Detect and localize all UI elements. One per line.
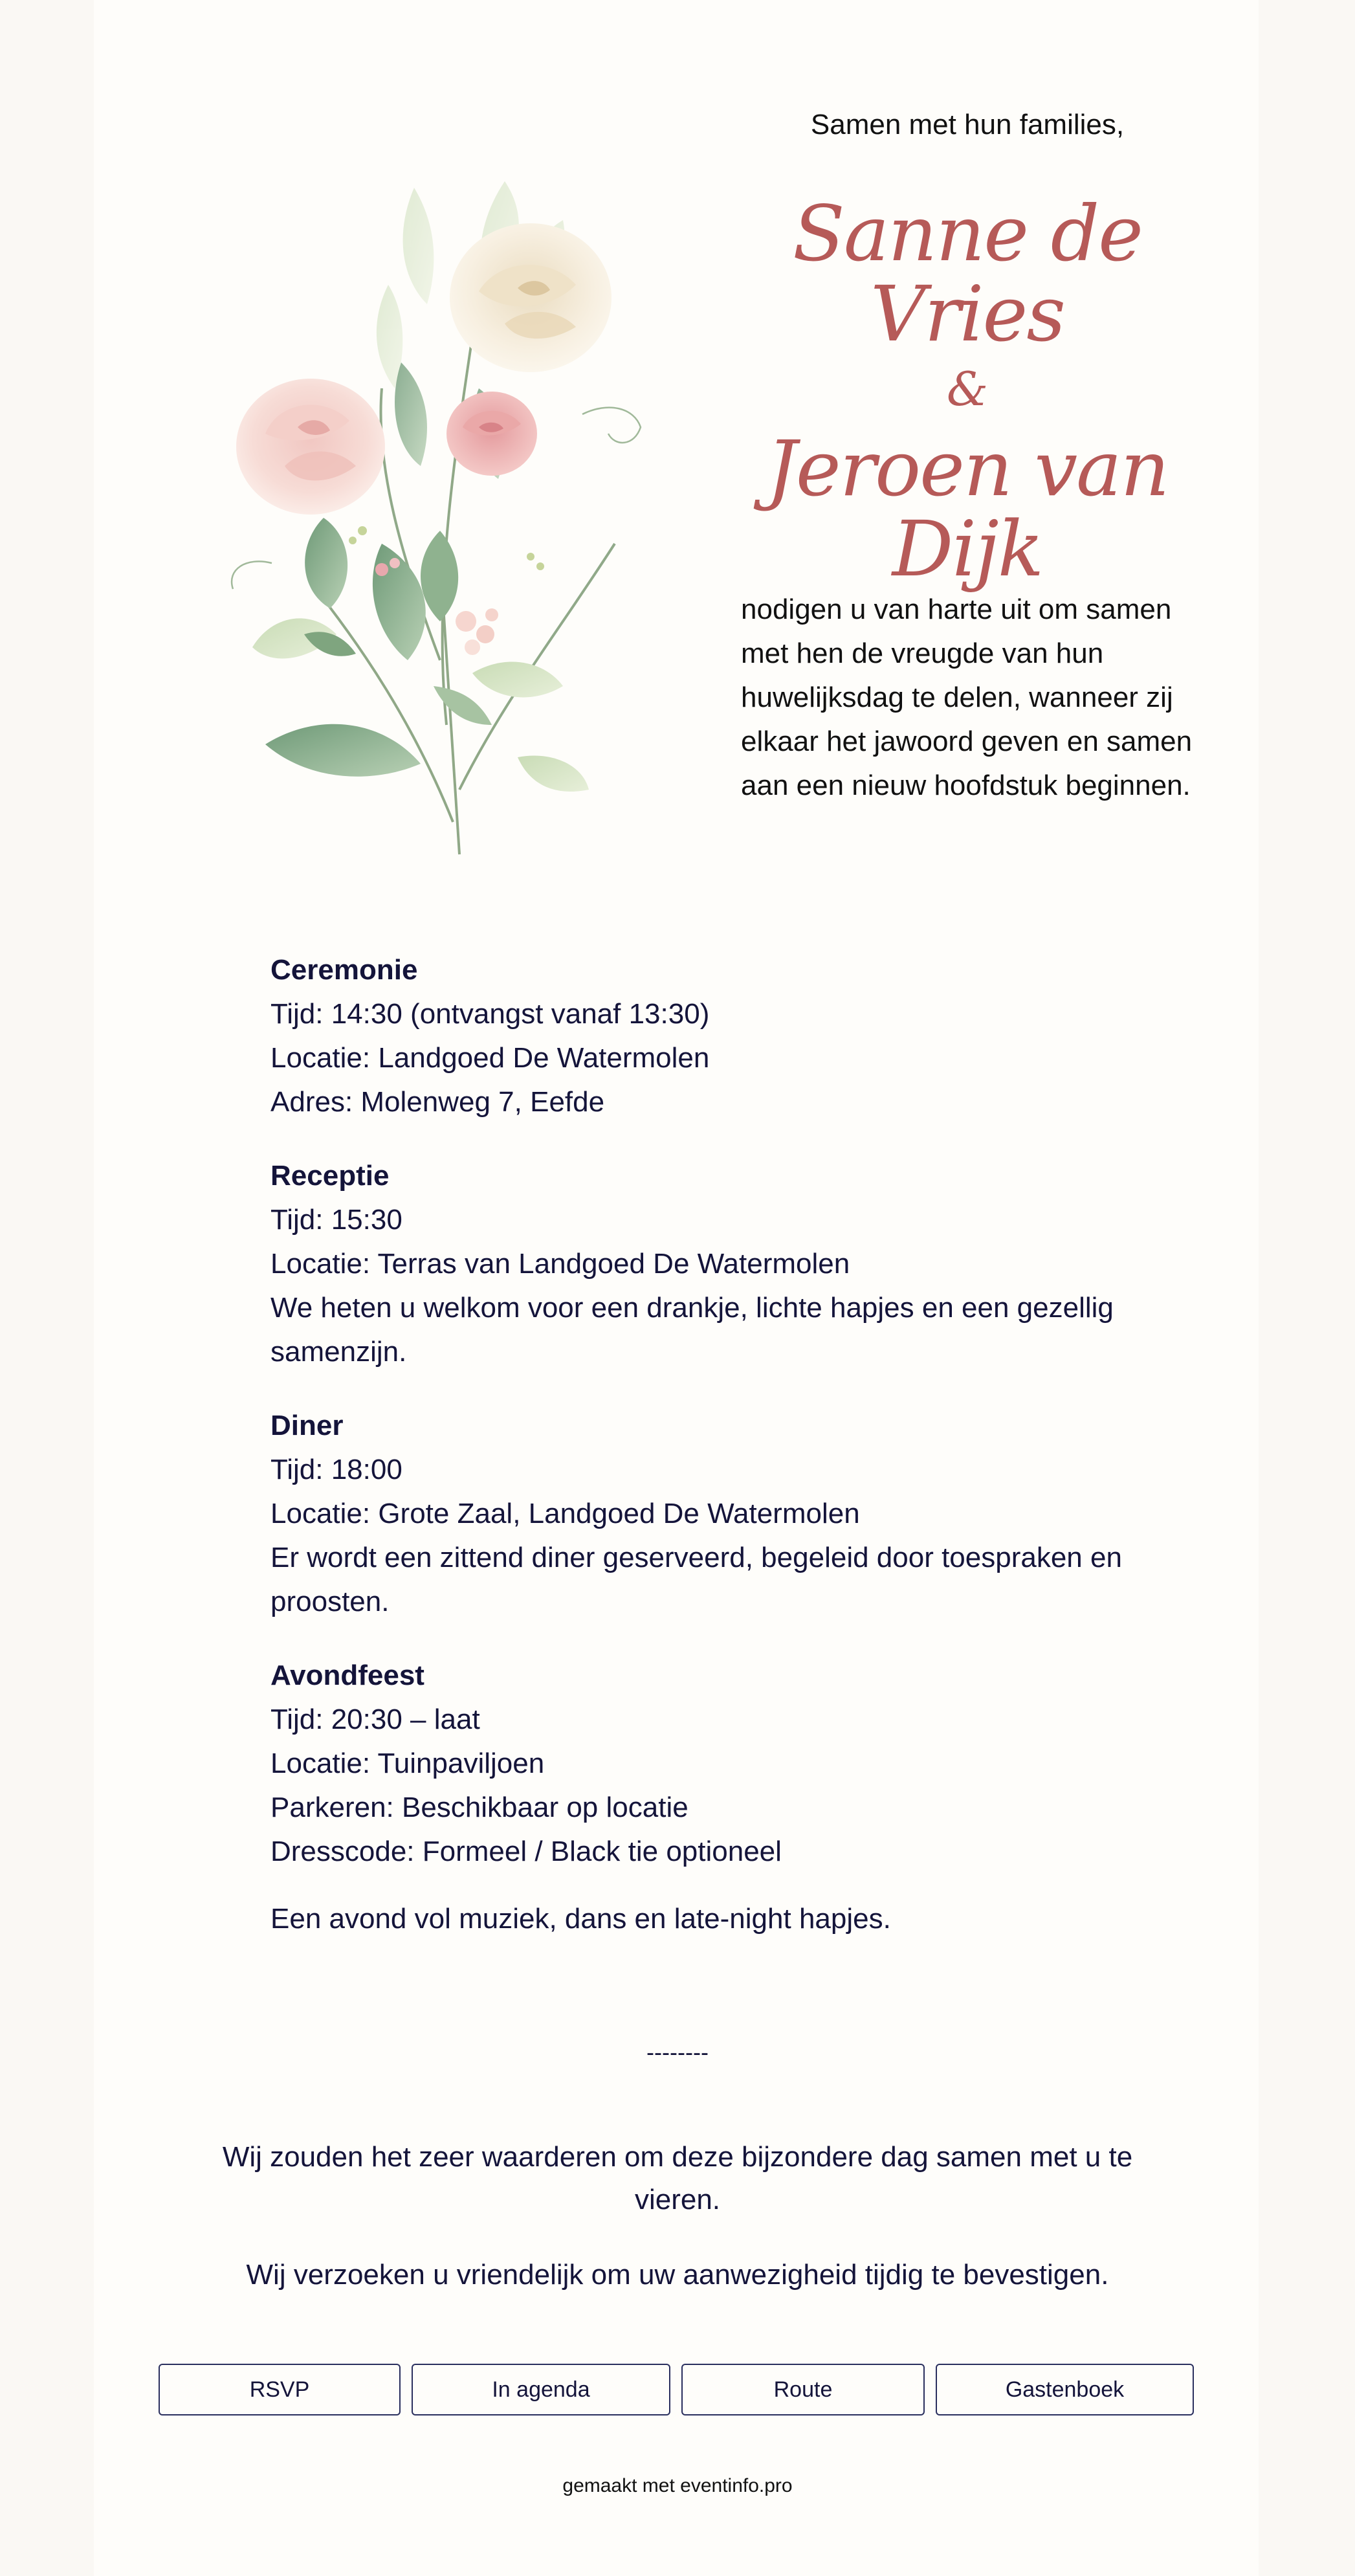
program-section-diner bbox=[270, 1404, 1144, 1624]
closing-line-2: Wij verzoeken u vriendelijk om uw aanwezigheid tijdig te bevestigen. bbox=[246, 2259, 1109, 2291]
event-program bbox=[270, 948, 1144, 1941]
groom-name: Jeroen van Dijk bbox=[766, 423, 1169, 594]
section-line: We heten u welkom voor een drankje, lichte hapjes en een gezellig samenzijn. bbox=[270, 1292, 1114, 1368]
program-closing-line: Een avond vol muziek, dans en late-night hapjes. bbox=[270, 1903, 891, 1935]
rose-bouquet-illustration bbox=[168, 142, 673, 874]
section-line: Dresscode: Formeel / Black tie optioneel bbox=[270, 1836, 782, 1867]
intro-text: Samen met hun families, bbox=[810, 109, 1125, 140]
section-line: Locatie: Landgoed De Watermolen bbox=[270, 1042, 710, 1074]
program-section-ceremonie bbox=[270, 948, 1144, 1124]
section-line: Locatie: Tuinpaviljoen bbox=[270, 1748, 545, 1779]
invitation-message: nodigen u van harte uit om samen met hen de vreugde van hun huwelijksdag te delen, wanneer zij elkaar het jawoord geven en samen aan een nieuw hoofdstuk beginnen. bbox=[741, 594, 1193, 801]
section-title: Ceremonie bbox=[270, 954, 418, 986]
section-title: Diner bbox=[270, 1410, 344, 1441]
closing-message bbox=[188, 2136, 1167, 2329]
section-line: Adres: Molenweg 7, Eefde bbox=[270, 1086, 605, 1118]
bride-name: Sanne de Vries bbox=[793, 189, 1142, 359]
section-line: Er wordt een zittend diner geserveerd, begeleid door toespraken en proosten. bbox=[270, 1542, 1122, 1617]
section-line: Parkeren: Beschikbaar op locatie bbox=[270, 1792, 689, 1823]
rsvp-button[interactable]: RSVP bbox=[159, 2364, 401, 2415]
section-line: Tijd: 20:30 – laat bbox=[270, 1704, 480, 1735]
route-button[interactable]: Route bbox=[681, 2364, 925, 2415]
program-section-receptie bbox=[270, 1154, 1144, 1374]
footer-credit[interactable]: gemaakt met eventinfo.pro bbox=[562, 2475, 793, 2496]
closing-line-1: Wij zouden het zeer waarderen om deze bijzondere dag samen met u te vieren. bbox=[222, 2141, 1133, 2215]
section-line: Locatie: Grote Zaal, Landgoed De Watermolen bbox=[270, 1498, 860, 1529]
ampersand: & bbox=[946, 361, 989, 416]
add-to-agenda-button[interactable]: In agenda bbox=[412, 2364, 670, 2415]
section-line: Tijd: 15:30 bbox=[270, 1204, 402, 1236]
section-line: Tijd: 14:30 (ontvangst vanaf 13:30) bbox=[270, 998, 710, 1030]
section-title: Receptie bbox=[270, 1160, 390, 1192]
divider: -------- bbox=[646, 2039, 709, 2065]
guestbook-button[interactable]: Gastenboek bbox=[936, 2364, 1194, 2415]
action-buttons bbox=[159, 2364, 1194, 2418]
couple-names bbox=[728, 189, 1207, 594]
section-line: Locatie: Terras van Landgoed De Watermolen bbox=[270, 1248, 850, 1280]
section-title: Avondfeest bbox=[270, 1660, 424, 1691]
section-line: Tijd: 18:00 bbox=[270, 1454, 402, 1485]
program-section-avondfeest bbox=[270, 1654, 1144, 1874]
